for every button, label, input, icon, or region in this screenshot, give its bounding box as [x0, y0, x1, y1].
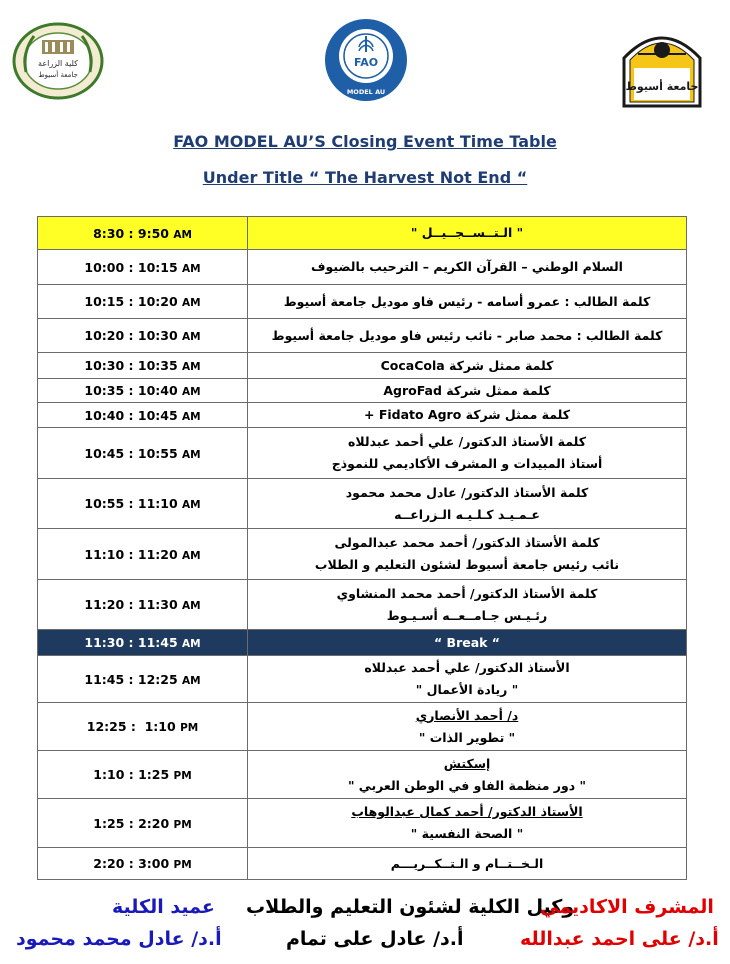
time-cell	[38, 479, 248, 529]
fao-wheat-icon	[322, 18, 410, 102]
event-line: كلمة الأستاذ الدكتور/ أحمد محمد المنشاوي	[336, 585, 598, 601]
am-pm: AM	[182, 331, 201, 343]
event-line: " الـتــســجــيــل "	[410, 225, 524, 240]
am-pm: AM	[182, 262, 201, 275]
table-row	[38, 630, 687, 656]
event-cell	[248, 319, 687, 353]
event-line: إسكتش	[443, 755, 491, 771]
time-range: 11:10 : 11:20	[84, 546, 178, 562]
event-line: السلام الوطني – القرآن الكريم – الترحيب بالضيوف	[311, 259, 623, 274]
time-cell	[38, 703, 248, 751]
am-pm: PM	[173, 818, 192, 831]
event-line: رئـيـس جـامــعــه أسـيـوط	[386, 607, 548, 623]
supervisor-title: المشرف الاكاديمي	[540, 896, 714, 918]
event-line: نائب رئيس جامعة أسيوط لشئون التعليم و الطلاب	[314, 557, 620, 572]
table-row	[38, 285, 687, 319]
time-range: 1:25 : 2:20	[93, 815, 170, 831]
schedule-table	[37, 216, 687, 880]
dean-name: أ.د/ عادل محمد محمود	[16, 928, 222, 950]
event-cell	[248, 353, 687, 379]
am-pm: AM	[182, 549, 201, 562]
event-cell	[248, 799, 687, 848]
table-row	[38, 319, 687, 353]
time-cell	[38, 217, 248, 250]
page-subtitle: Under Title “ The Harvest Not End “	[202, 168, 528, 187]
time-cell	[38, 353, 248, 379]
event-line: عـمـيـد كـلـيـه الـزراعــه	[394, 506, 540, 522]
time-cell	[38, 529, 248, 580]
am-pm: PM	[180, 722, 199, 734]
time-range: 10:55 : 11:10	[84, 496, 178, 511]
time-cell	[38, 799, 248, 848]
time-range: 1:10 : 1:25	[93, 767, 170, 782]
vice-dean-title: وكيل الكلية لشئون التعليم والطلاب	[246, 896, 575, 918]
table-row	[38, 379, 687, 403]
event-cell	[248, 285, 687, 319]
faculty-seal-logo	[12, 22, 104, 100]
table-row	[38, 353, 687, 379]
am-pm: AM	[182, 499, 201, 511]
am-pm: AM	[182, 638, 201, 650]
am-pm: PM	[173, 859, 192, 871]
assiut-university-logo-icon	[618, 14, 706, 110]
am-pm: AM	[182, 410, 201, 423]
time-range: 10:35 : 10:40	[84, 383, 178, 398]
am-pm: AM	[182, 448, 201, 461]
model-au-text: MODEL AU	[346, 88, 386, 96]
event-cell	[248, 479, 687, 529]
event-line: كلمة الطالب : عمرو أسامه - رئيس فاو موديل جامعة أسيوط	[283, 293, 651, 309]
event-cell	[248, 379, 687, 403]
am-pm: AM	[182, 297, 201, 309]
am-pm: AM	[182, 386, 201, 398]
time-cell	[38, 379, 248, 403]
university-faculty-seal-icon	[12, 22, 104, 100]
event-line: الأستاذ الدكتور/ علي أحمد عبدللاه	[364, 660, 570, 675]
time-cell	[38, 751, 248, 799]
am-pm: AM	[182, 674, 201, 687]
event-cell	[248, 428, 687, 479]
am-pm: AM	[182, 361, 201, 373]
event-line: كلمة ممثل شركة CocaCola	[380, 357, 554, 373]
time-cell	[38, 319, 248, 353]
table-row	[38, 217, 687, 250]
event-cell	[248, 250, 687, 285]
time-cell	[38, 580, 248, 630]
time-range: 11:45 : 12:25	[84, 671, 178, 687]
time-cell	[38, 403, 248, 428]
table-row	[38, 799, 687, 848]
assiut-logo-text: جامعة أسيوط	[625, 80, 699, 93]
table-row	[38, 656, 687, 703]
event-line: د/ أحمد الأنصاري	[415, 707, 519, 723]
event-line: أستاذ المبيدات و المشرف الأكاديمي للنموذج	[331, 456, 603, 471]
table-row	[38, 703, 687, 751]
time-range: 10:15 : 10:20	[84, 294, 178, 309]
time-range: 10:40 : 10:45	[84, 407, 178, 423]
event-cell	[248, 751, 687, 799]
time-range: 10:00 : 10:15	[84, 259, 178, 275]
time-range: 10:30 : 10:35	[84, 358, 178, 373]
table-row	[38, 479, 687, 529]
event-line: كلمة الطالب : محمد صابر - نائب رئيس فاو موديل جامعة أسيوط	[271, 327, 663, 343]
table-row	[38, 529, 687, 580]
supervisor-name: أ.د/ على احمد عبدالله	[520, 928, 719, 950]
event-line: كلمة الأستاذ الدكتور/ أحمد محمد عبدالمولى	[334, 535, 600, 550]
time-range: 12:25 : 1:10	[86, 719, 176, 734]
am-pm: PM	[173, 770, 192, 782]
vice-dean-name: أ.د/ عادل على تمام	[286, 928, 464, 950]
event-line: " تطوير الذات "	[418, 729, 516, 745]
table-row	[38, 428, 687, 479]
event-cell	[248, 656, 687, 703]
event-line: الـخــتــام و الـتــكــريـــم	[390, 855, 544, 871]
time-range: 8:30 : 9:50	[93, 225, 169, 241]
seal-text-line1: كلية الزراعة	[38, 59, 78, 68]
table-row	[38, 403, 687, 428]
time-cell	[38, 848, 248, 880]
table-row	[38, 848, 687, 880]
fao-text: FAO	[353, 56, 379, 69]
event-line: الأستاذ الدكتور/ أحمد كمال عبدالوهاب	[351, 804, 583, 819]
time-range: 10:45 : 10:55	[84, 445, 178, 461]
event-cell	[248, 703, 687, 751]
event-cell	[248, 403, 687, 428]
fao-model-au-logo	[322, 18, 410, 102]
event-cell	[248, 217, 687, 250]
time-cell	[38, 250, 248, 285]
table-row	[38, 580, 687, 630]
event-line: " الصحة النفسية "	[410, 826, 524, 841]
event-line: كلمة الأستاذ الدكتور/ علي أحمد عبدللاه	[348, 434, 586, 449]
time-cell	[38, 656, 248, 703]
assiut-university-logo	[618, 14, 706, 110]
event-cell	[248, 630, 687, 656]
event-line: " دور منظمة الفاو في الوطن العربي "	[347, 777, 587, 793]
time-cell	[38, 285, 248, 319]
event-line: “ Break “	[433, 634, 501, 650]
table-row	[38, 250, 687, 285]
am-pm: AM	[173, 228, 192, 241]
event-cell	[248, 580, 687, 630]
time-range: 2:20 : 3:00	[93, 856, 170, 871]
time-range: 11:30 : 11:45	[84, 635, 178, 650]
page-title: FAO MODEL AU’S Closing Event Time Table	[173, 132, 557, 151]
time-cell	[38, 428, 248, 479]
event-line: كلمة ممثل شركة AgroFad	[383, 382, 551, 398]
event-cell	[248, 848, 687, 880]
time-range: 10:20 : 10:30	[84, 328, 178, 343]
dean-title: عميد الكلية	[112, 896, 215, 918]
event-cell	[248, 529, 687, 580]
seal-text-line2: جامعة أسيوط	[38, 71, 78, 79]
table-row	[38, 751, 687, 799]
time-range: 11:20 : 11:30	[84, 597, 178, 612]
event-line: " ريادة الأعمال "	[415, 682, 519, 697]
event-line: كلمة ممثل شركة Fidato Agro +	[363, 407, 570, 422]
event-line: كلمة الأستاذ الدكتور/ عادل محمد محمود	[345, 484, 589, 500]
time-cell	[38, 630, 248, 656]
am-pm: AM	[182, 600, 201, 612]
